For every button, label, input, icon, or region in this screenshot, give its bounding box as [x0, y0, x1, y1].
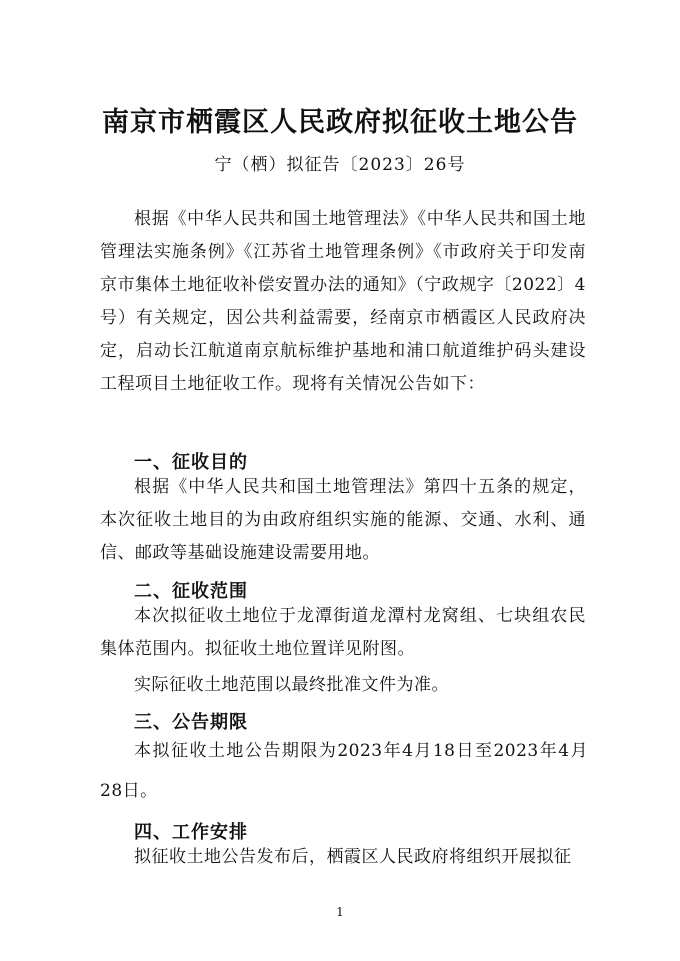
section-period-paragraph: 本拟征收土地公告期限为2023年4月18日至2023年4月28日。 — [100, 741, 588, 801]
section-heading-arrangement: 四、工作安排 — [134, 822, 248, 843]
section-arrangement-paragraph: 拟征收土地公告发布后，栖霞区人民政府将组织开展拟征 — [134, 847, 572, 867]
section-heading-scope: 二、征收范围 — [134, 581, 248, 602]
page-title: 南京市栖霞区人民政府拟征收土地公告 — [102, 107, 578, 138]
section-scope-paragraph-2: 实际征收土地范围以最终批准文件为准。 — [134, 675, 449, 695]
page-number: 1 — [336, 905, 344, 919]
intro-paragraph: 根据《中华人民共和国土地管理法》《中华人民共和国土地管理法实施条例》《江苏省土地管理条例》《市政府关于印发南京市集体土地征收补偿安置办法的通知》（宁政规字〔2022〕4号）有关规定，因公共利益需要，经南京市栖霞区人民政府决定，启动长江航道南京航标维护基地和浦口航道维护码头建设工程项目土地征收工作。现将有关情况公告如下： — [100, 209, 586, 394]
section-purpose-paragraph: 根据《中华人民共和国土地管理法》第四十五条的规定，本次征收土地目的为由政府组织实施的能源、交通、水利、通信、邮政等基础设施建设需要用地。 — [100, 477, 586, 563]
document-number: 宁（栖）拟征告〔2023〕26号 — [214, 155, 466, 175]
section-scope-paragraph-1: 本次拟征收土地位于龙潭街道龙潭村龙窝组、七块组农民集体范围内。拟征收土地位置详见附图。 — [100, 606, 586, 659]
section-heading-purpose: 一、征收目的 — [134, 452, 248, 473]
section-heading-period: 三、公告期限 — [134, 712, 248, 733]
